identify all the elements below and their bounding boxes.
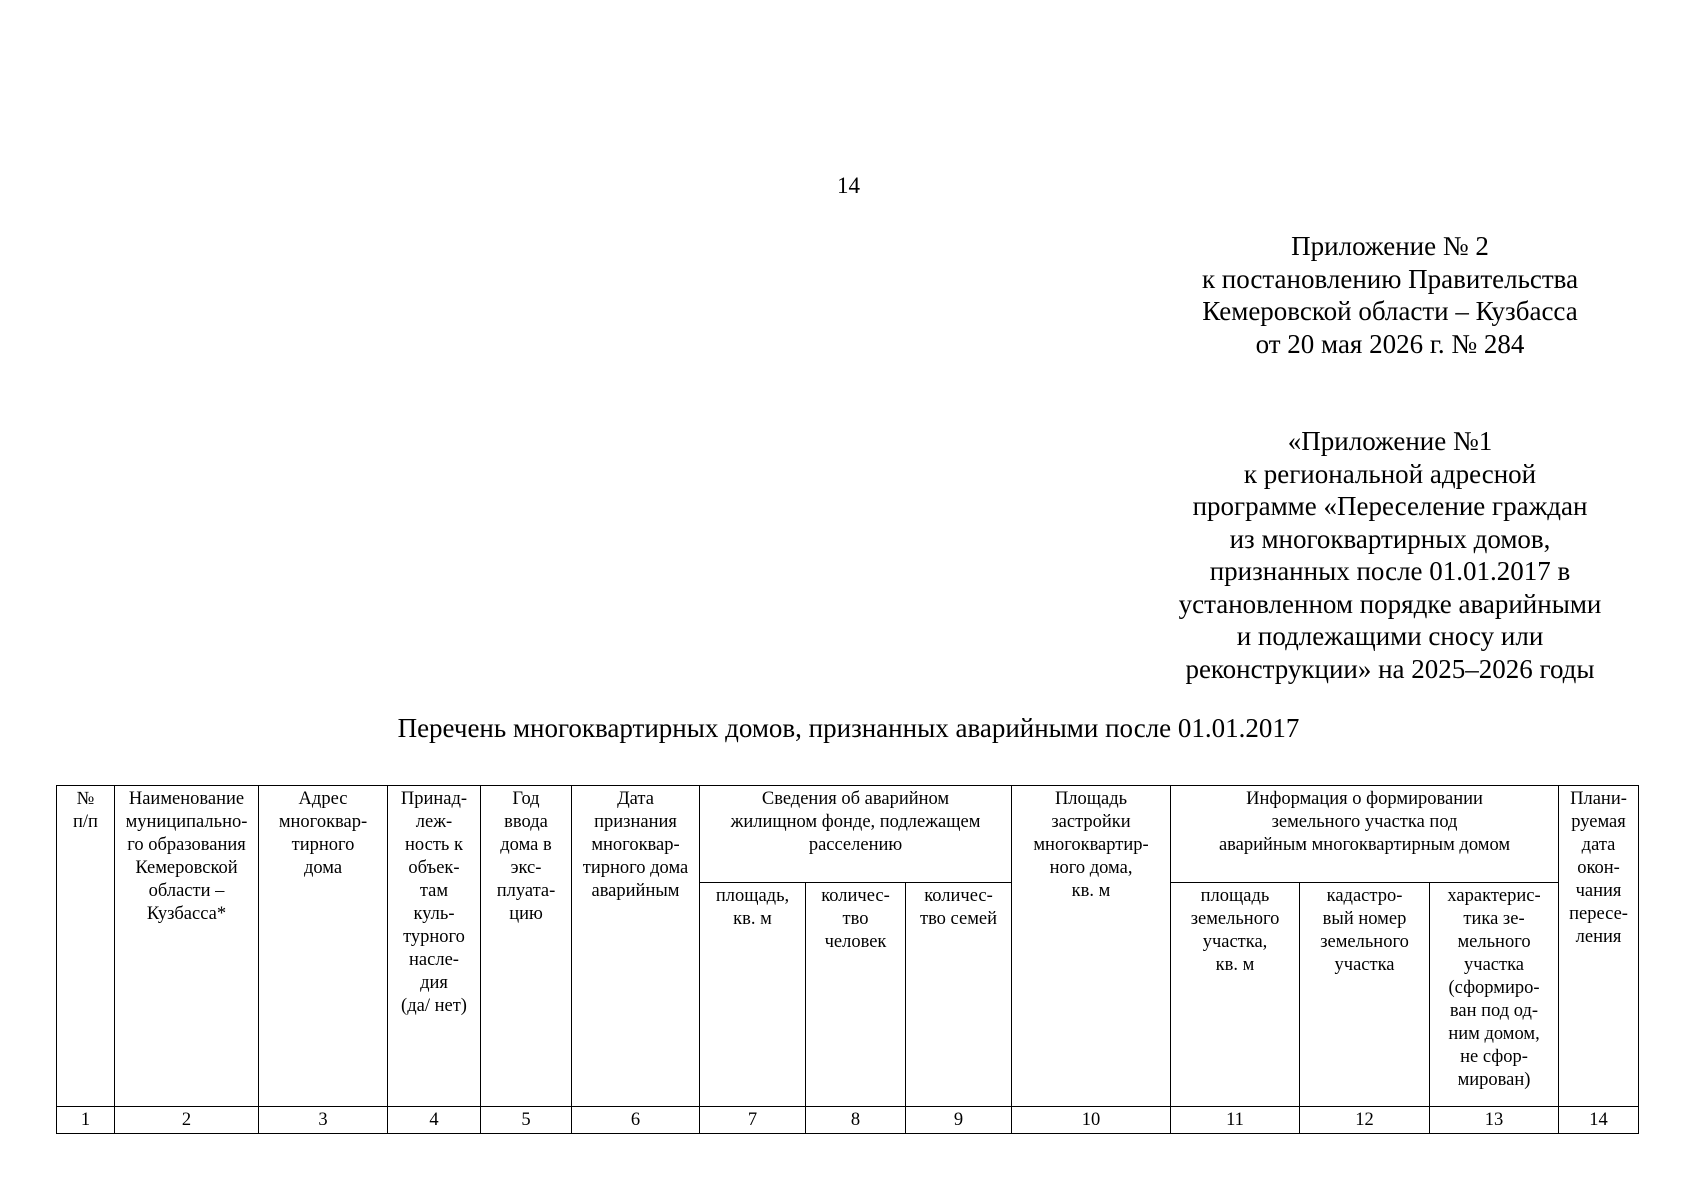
header-cell-building-area <box>1012 786 1171 1107</box>
header-cell-cadastral-number <box>1300 883 1430 1107</box>
header-line: площадь, <box>715 886 790 906</box>
header-line: Сведения об аварийном <box>761 789 950 809</box>
header-line: многоквар- <box>278 812 368 832</box>
header-line: муниципально- <box>125 812 248 832</box>
header-cell-address <box>259 786 388 1107</box>
column-number: 3 <box>259 1107 388 1134</box>
appendix-1-line: из многоквартирных домов, <box>1229 523 1551 554</box>
header-cell-area <box>700 883 806 1107</box>
column-number: 4 <box>388 1107 481 1134</box>
page-number: 14 <box>837 173 860 198</box>
header-line: экс- <box>510 858 542 878</box>
header-cell-number <box>57 786 115 1107</box>
header-line: количес- <box>924 886 993 906</box>
header-line: тирного дома <box>582 858 689 878</box>
appendix-1-line: и подлежащими сносу или <box>1236 621 1544 651</box>
appendix-2-line: к постановлению Правительства <box>1201 263 1579 294</box>
appendix-1-header <box>1150 425 1630 685</box>
column-number: 11 <box>1171 1107 1300 1134</box>
header-line: п/п <box>73 812 98 832</box>
header-line: объек- <box>408 858 460 878</box>
header-line: Информация о формировании <box>1246 789 1483 809</box>
header-line: расселению <box>808 835 903 855</box>
header-line: дата <box>1581 835 1616 855</box>
header-line: Кемеровской <box>135 858 238 878</box>
header-line: мирован) <box>1457 1070 1531 1090</box>
header-line: характерис- <box>1447 886 1541 906</box>
column-number: 6 <box>572 1107 700 1134</box>
header-cell-plot-area <box>1171 883 1300 1107</box>
header-line: вый номер <box>1322 909 1407 929</box>
appendix-1-line: программе «Переселение граждан <box>1192 491 1588 521</box>
column-number: 10 <box>1012 1107 1171 1134</box>
header-line: многоквар- <box>591 835 680 855</box>
header-line: цию <box>509 904 543 924</box>
appendix-2-line: Кемеровской области – Кузбасса <box>1202 296 1578 326</box>
header-line: леж- <box>415 812 453 832</box>
header-line: не сфор- <box>1460 1047 1528 1067</box>
header-line: Площадь <box>1054 789 1128 809</box>
appendix-2-header <box>1160 230 1620 360</box>
header-line: области – <box>148 881 225 901</box>
header-line: Плани- <box>1570 789 1627 809</box>
header-cell-heritage <box>388 786 481 1107</box>
appendix-1-line: к региональной адресной <box>1243 458 1537 489</box>
header-line: (сформиро- <box>1448 978 1540 998</box>
header-line: куль- <box>413 904 455 924</box>
header-cell-planned-date <box>1559 786 1639 1107</box>
column-number: 14 <box>1559 1107 1639 1134</box>
header-cell-plot-characteristic <box>1430 883 1559 1107</box>
header-line: тво семей <box>919 909 998 929</box>
header-line: (да/ нет) <box>401 996 467 1016</box>
appendix-1-line: признанных после 01.01.2017 в <box>1209 556 1571 586</box>
header-cell-municipality <box>115 786 259 1107</box>
header-line: участка, <box>1202 932 1268 952</box>
header-line: тирного <box>291 835 355 855</box>
header-line: застройки <box>1051 812 1131 832</box>
header-line: Адрес <box>298 789 348 809</box>
header-line: участка <box>1464 955 1524 975</box>
header-line: окон- <box>1577 858 1620 878</box>
header-line: чания <box>1575 881 1622 901</box>
column-number: 2 <box>115 1107 259 1134</box>
header-cell-recognition-date <box>572 786 700 1107</box>
header-line: дия <box>420 973 448 993</box>
column-number: 13 <box>1430 1107 1559 1134</box>
header-cell-year-built <box>481 786 572 1107</box>
header-line: земельного <box>1190 909 1280 929</box>
header-line: человек <box>824 932 887 952</box>
header-line: кв. м <box>1071 881 1111 901</box>
header-line: ввода <box>504 812 548 832</box>
column-number: 5 <box>481 1107 572 1134</box>
header-line: жилищном фонде, подлежащем <box>730 812 981 832</box>
header-line: Год <box>512 789 540 809</box>
header-line: № <box>76 789 95 809</box>
column-number: 7 <box>700 1107 806 1134</box>
appendix-2-line: Приложение № 2 <box>1291 231 1489 261</box>
header-line: кв. м <box>1215 955 1255 975</box>
column-number: 12 <box>1300 1107 1430 1134</box>
header-group-land-plot <box>1171 786 1559 883</box>
appendix-1-line: установленном порядке аварийными <box>1178 588 1602 619</box>
header-line: ним домом, <box>1448 1024 1540 1044</box>
header-group-housing-stock <box>700 786 1012 883</box>
column-number: 8 <box>806 1107 906 1134</box>
header-line: кв. м <box>733 909 772 929</box>
appendix-2-line: от 20 мая 2026 г. № 284 <box>1255 328 1525 359</box>
header-line: насле- <box>409 950 459 970</box>
document-title: Перечень многоквартирных домов, признанных аварийными после 01.01.2017 <box>397 713 1300 743</box>
header-line: аварийным многоквартирным домом <box>1218 835 1511 855</box>
header-line: количес- <box>821 886 890 906</box>
header-line: участка <box>1334 955 1395 975</box>
column-number: 9 <box>906 1107 1012 1134</box>
header-line: Дата <box>617 789 654 809</box>
column-number: 1 <box>57 1107 115 1134</box>
header-line: плуата- <box>496 881 556 901</box>
header-cell-family-count <box>906 883 1012 1107</box>
header-line: ность к <box>405 835 463 855</box>
appendix-1-line: «Приложение №1 <box>1287 426 1493 456</box>
header-line: дома <box>303 858 343 878</box>
header-line: там <box>419 881 449 901</box>
header-line: земельного <box>1320 932 1409 952</box>
header-cell-people-count <box>806 883 906 1107</box>
header-line: земельного участка под <box>1271 812 1458 832</box>
header-line: руемая <box>1571 812 1626 832</box>
header-line: тика зе- <box>1463 909 1525 929</box>
appendix-1-line: реконструкции» на 2025–2026 годы <box>1185 653 1595 684</box>
header-line: ления <box>1575 927 1622 947</box>
header-line: Кузбасса* <box>146 904 227 924</box>
header-line: тво <box>842 909 869 929</box>
header-line: ван под од- <box>1449 1001 1539 1021</box>
column-number-row <box>57 1107 1639 1134</box>
header-line: Наименование <box>128 789 245 809</box>
emergency-houses-table <box>56 785 1639 1134</box>
header-line: площадь <box>1200 886 1270 906</box>
header-line: мельного <box>1457 932 1531 952</box>
header-line: кадастро- <box>1326 886 1403 906</box>
header-line: дома в <box>500 835 552 855</box>
header-line: турного <box>403 927 465 947</box>
header-line: пересе- <box>1569 904 1628 924</box>
header-line: аварийным <box>591 881 680 901</box>
header-line: го образования <box>127 835 246 855</box>
header-line: многоквартир- <box>1033 835 1149 855</box>
header-line: ного дома, <box>1049 858 1133 878</box>
header-line: признания <box>594 812 677 832</box>
header-line: Принад- <box>400 789 468 809</box>
